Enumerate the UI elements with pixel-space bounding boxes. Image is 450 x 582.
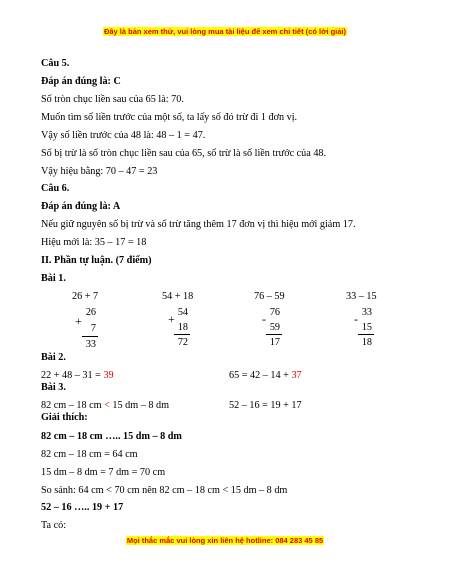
part2-title: II. Phần tự luận. (7 điểm) xyxy=(41,255,152,266)
cau6-answer: Đáp án đúng là: A xyxy=(41,201,121,212)
bai2-right: 65 = 42 – 14 + 37 xyxy=(229,370,302,381)
part1-title: 82 cm – 18 cm ….. 15 dm – 8 dm xyxy=(41,431,182,442)
col3-top: 76 xyxy=(269,307,280,318)
cau5-line-3: Vậy số liền trước của 48 là: 48 – 1 = 47. xyxy=(41,130,206,141)
header-notice: Đây là bản xem thử, vui lòng mua tài liệu để xem chi tiết (có lời giải) xyxy=(103,27,347,36)
bai3-right: 52 – 16 = 19 + 17 xyxy=(229,400,302,411)
cau5-line-5: Vậy hiệu bằng: 70 – 47 = 23 xyxy=(41,166,158,177)
cau6-title: Câu 6. xyxy=(41,183,70,194)
cau5-title: Câu 5. xyxy=(41,58,70,69)
col2-op: + xyxy=(168,312,175,326)
col1-bar xyxy=(82,336,98,337)
explain-title: Giải thích: xyxy=(41,412,88,423)
col4-result: 18 xyxy=(361,337,372,348)
bai2-title: Bài 2. xyxy=(41,352,66,363)
col4-bar xyxy=(358,334,374,335)
footer-notice: Mọi thắc mắc vui lòng xin liên hệ hotline: 084 283 45 85 xyxy=(126,536,324,545)
bai2-right-answer: 37 xyxy=(291,370,302,381)
bai2-left-answer: 39 xyxy=(103,370,114,381)
col2-result: 72 xyxy=(177,337,188,348)
col2-top: 54 xyxy=(177,307,188,318)
part1-line-2: 15 dm – 8 dm = 7 dm = 70 cm xyxy=(41,467,166,478)
col2-bottom: 18 xyxy=(177,322,188,333)
part2-title-sub: 52 – 16 ….. 19 + 17 xyxy=(41,502,124,513)
col3-op: - xyxy=(262,312,266,326)
bai3-title: Bài 3. xyxy=(41,382,66,393)
bai1-expr-3: 76 – 59 xyxy=(254,291,285,302)
col4-top: 33 xyxy=(361,307,372,318)
part1-line-1: 82 cm – 18 cm = 64 cm xyxy=(41,449,138,460)
part1-line-3: So sánh: 64 cm < 70 cm nên 82 cm – 18 cm < 15 dm – 8 dm xyxy=(41,485,288,496)
col4-op: - xyxy=(354,312,358,326)
bai3-left-sign: < xyxy=(104,400,110,411)
col1-bottom: 7 xyxy=(90,323,96,334)
cau6-line-2: Hiệu mới là: 35 – 17 = 18 xyxy=(41,237,147,248)
col2-bar xyxy=(174,334,190,335)
bai1-title: Bài 1. xyxy=(41,273,66,284)
cau5-line-2: Muốn tìm số liền trước của một số, ta lấy số đó trừ đi 1 đơn vị. xyxy=(41,112,298,123)
cau5-answer: Đáp án đúng là: C xyxy=(41,76,121,87)
cau5-line-1: Số tròn chục liền sau của 65 là: 70. xyxy=(41,94,184,105)
col1-result: 33 xyxy=(85,339,96,350)
part2-first: Ta có: xyxy=(41,520,67,531)
col3-bottom: 59 xyxy=(269,322,280,333)
bai1-expr-2: 54 + 18 xyxy=(162,291,194,302)
bai2-left: 22 + 48 – 31 = 39 xyxy=(41,370,114,381)
col3-result: 17 xyxy=(269,337,280,348)
cau6-line-1: Nếu giữ nguyên số bị trừ và số trừ tăng thêm 17 đơn vị thì hiệu mới giảm 17. xyxy=(41,219,356,230)
bai1-expr-4: 33 – 15 xyxy=(346,291,377,302)
bai3-left: 82 cm – 18 cm < 15 dm – 8 dm xyxy=(41,400,170,411)
col3-bar xyxy=(266,334,282,335)
col1-top: 26 xyxy=(85,307,96,318)
cau5-line-4: Số bị trừ là số tròn chục liền sau của 65, số trừ là số liền trước của 48. xyxy=(41,148,327,159)
bai1-expr-1: 26 + 7 xyxy=(72,291,99,302)
col1-op: + xyxy=(75,314,82,328)
col4-bottom: 15 xyxy=(361,322,372,333)
